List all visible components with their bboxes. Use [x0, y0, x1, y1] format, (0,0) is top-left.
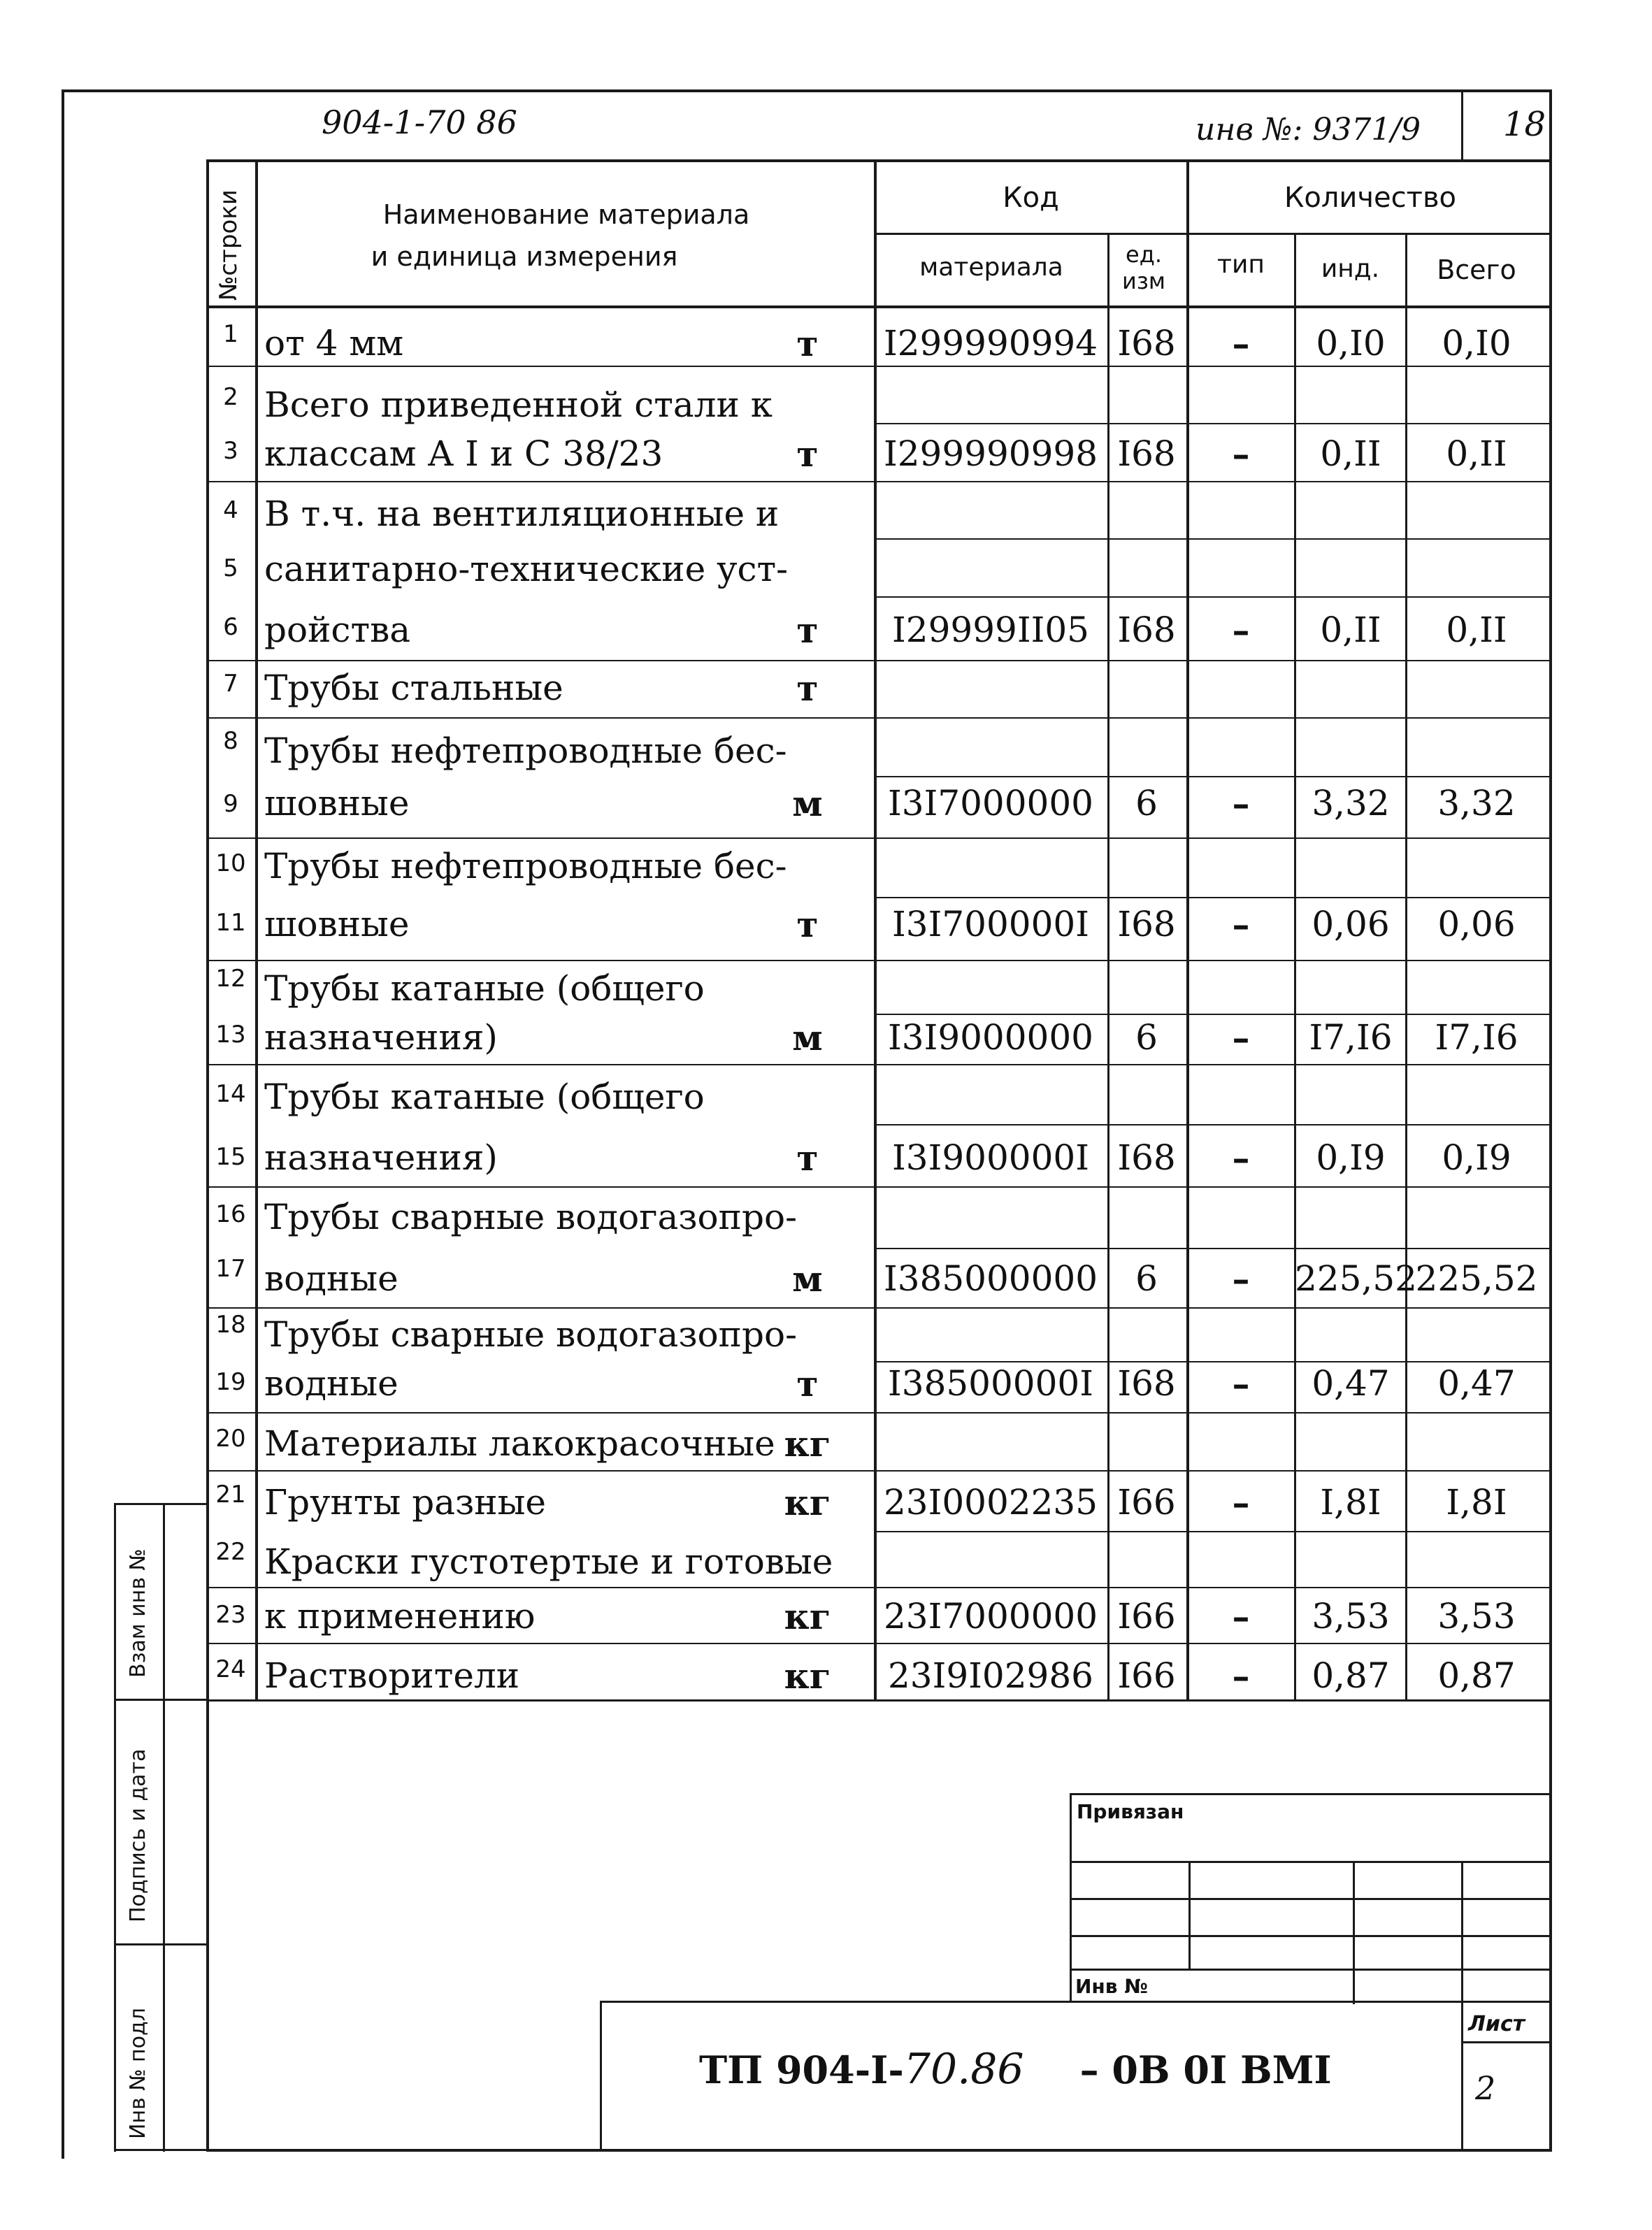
row-line	[206, 1064, 1552, 1065]
row-name: назначения)	[264, 1017, 498, 1058]
frame-top	[62, 89, 1552, 92]
row-tip: –	[1232, 610, 1250, 651]
row-unit: м	[792, 1258, 823, 1300]
row-number: 19	[215, 1368, 246, 1396]
row-name: Всего приведенной стали к	[264, 384, 773, 425]
row-total: 0,I0	[1442, 323, 1511, 364]
header-sub-divider	[874, 233, 1552, 235]
header-row-number: №строки	[215, 189, 243, 301]
row-name: Материалы лакокрасочные	[264, 1423, 775, 1464]
row-number: 18	[215, 1311, 246, 1339]
doc-code-suffix: – 0В 0I ВМI	[1079, 2048, 1332, 2092]
row-name: Грунты разные	[264, 1482, 547, 1523]
row-tip: –	[1232, 783, 1250, 824]
row-code: I3I7000000	[888, 783, 1093, 823]
row-ind: 3,53	[1312, 1596, 1390, 1636]
row-ed: I66	[1117, 1596, 1176, 1636]
row-number: 10	[215, 849, 246, 877]
row-number: 16	[215, 1200, 246, 1228]
row-number: 6	[223, 613, 238, 641]
row-number: 8	[223, 727, 238, 755]
row-code: I29999II05	[892, 610, 1089, 650]
page-number-divider	[1461, 89, 1463, 159]
row-total: 0,I9	[1442, 1137, 1511, 1178]
row-number: 21	[215, 1481, 246, 1509]
row-name: Трубы стальные	[264, 668, 563, 708]
row-unit: т	[796, 1363, 819, 1404]
row-name: Трубы катаные (общего	[264, 968, 705, 1009]
side-bottom	[114, 2149, 206, 2151]
row-total: 3,32	[1437, 783, 1516, 823]
row-name: классам А I и С 38/23	[264, 433, 663, 474]
row-line	[874, 1124, 1552, 1125]
row-ed: 6	[1135, 1258, 1158, 1299]
row-total: 0,47	[1437, 1363, 1516, 1404]
header-qty-ind: инд.	[1321, 254, 1380, 283]
row-tip: –	[1232, 1655, 1250, 1697]
row-total: 0,06	[1437, 904, 1516, 944]
stamp-vline-1	[1188, 1861, 1191, 1970]
row-code: I3I700000I	[892, 904, 1089, 944]
row-number: 12	[215, 965, 246, 993]
row-number: 20	[215, 1425, 246, 1453]
stamp-hline-2	[1070, 1898, 1552, 1900]
header-code-material: материала	[919, 253, 1063, 282]
row-total: 0,87	[1437, 1655, 1516, 1696]
row-name: назначения)	[264, 1137, 498, 1178]
row-tip: –	[1232, 1363, 1250, 1404]
row-ed: I68	[1117, 1137, 1176, 1178]
table-bottom	[206, 1699, 1552, 1702]
row-unit: т	[796, 1137, 819, 1179]
row-number: 7	[223, 670, 238, 698]
frame-bottom	[206, 2149, 1552, 2152]
row-name: Трубы нефтепроводные бес-	[264, 846, 787, 886]
row-line	[874, 776, 1552, 777]
row-ind: 0,I9	[1316, 1137, 1386, 1178]
row-name: ройства	[264, 610, 411, 650]
row-line	[206, 717, 1552, 719]
row-number: 14	[215, 1080, 246, 1108]
row-line	[874, 1248, 1552, 1249]
row-number: 22	[215, 1538, 246, 1566]
row-name: к применению	[264, 1596, 536, 1636]
header-material-name-line1: Наименование материала	[382, 199, 750, 230]
stamp-hline-3	[1070, 1935, 1552, 1937]
row-ind: 3,32	[1312, 783, 1390, 823]
row-unit: кг	[784, 1655, 831, 1697]
row-name: Трубы нефтепроводные бес-	[264, 731, 787, 771]
stamp-vline-3	[1461, 1861, 1463, 2151]
row-line	[874, 596, 1552, 598]
inventory-number: инв №: 9371/9	[1195, 112, 1421, 148]
sheet-label: Лист	[1468, 2012, 1525, 2036]
row-name: водные	[264, 1258, 398, 1299]
header-material-name-line2: и единица измерения	[371, 241, 678, 272]
row-ind: 0,87	[1312, 1655, 1390, 1696]
row-ind: 0,II	[1320, 610, 1381, 650]
row-code: 23I0002235	[883, 1482, 1098, 1523]
header-code: Код	[1003, 182, 1059, 214]
row-ind: 0,06	[1312, 904, 1390, 944]
row-line	[206, 1470, 1552, 1472]
privyazan-top	[1070, 1793, 1552, 1795]
header-quantity: Количество	[1284, 182, 1456, 214]
row-code: 23I9I02986	[888, 1655, 1093, 1696]
doc-code-hand: 70.86	[903, 2045, 1024, 2094]
row-ed: I66	[1117, 1482, 1176, 1523]
row-ed: I68	[1117, 1363, 1176, 1404]
row-unit: т	[796, 610, 819, 651]
row-unit: т	[796, 323, 819, 364]
row-name: Трубы катаные (общего	[264, 1077, 705, 1117]
row-ind: I,8I	[1320, 1482, 1381, 1523]
table-top	[206, 159, 1552, 162]
row-tip: –	[1232, 433, 1250, 475]
header-code-unit: ед. изм	[1122, 241, 1165, 294]
row-code: I3I9000000	[888, 1017, 1093, 1058]
row-tip: –	[1232, 1482, 1250, 1523]
sheet-divider	[1461, 2041, 1552, 2043]
sheet-number: 2	[1475, 2069, 1496, 2107]
row-ind: 225,52	[1295, 1258, 1417, 1299]
frame-right	[1549, 89, 1552, 2152]
stamp-hline-1	[1070, 1861, 1552, 1863]
row-tip: –	[1232, 904, 1250, 945]
side-top	[114, 1503, 206, 1505]
row-name: водные	[264, 1363, 398, 1404]
row-code: I3I900000I	[892, 1137, 1089, 1178]
row-number: 13	[215, 1021, 246, 1049]
project-code: 904-1-70 86	[322, 103, 517, 141]
row-line	[874, 423, 1552, 424]
row-line	[874, 1531, 1552, 1532]
row-ind: 0,I0	[1316, 323, 1386, 364]
row-unit: кг	[784, 1596, 831, 1637]
row-number: 1	[223, 320, 238, 348]
row-line	[206, 660, 1552, 661]
row-tip: –	[1232, 1258, 1250, 1300]
row-name: от 4 мм	[264, 323, 404, 364]
row-ed: I68	[1117, 904, 1176, 944]
row-name: шовные	[264, 904, 410, 944]
row-number: 24	[215, 1655, 246, 1683]
row-line	[874, 1014, 1552, 1015]
row-tip: –	[1232, 1017, 1250, 1058]
row-number: 3	[223, 437, 238, 465]
doc-code-prefix: ТП 904-I-	[699, 2048, 904, 2092]
row-number: 11	[215, 909, 246, 937]
row-ind: 0,47	[1312, 1363, 1390, 1404]
row-total: I7,I6	[1435, 1017, 1518, 1058]
title-top	[600, 2001, 1552, 2003]
side-label-podpis: Подпись и дата	[126, 1748, 150, 1922]
frame-left	[62, 89, 64, 2159]
stamp-hline-4	[1070, 1969, 1552, 1971]
row-name: шовные	[264, 783, 410, 823]
row-unit: кг	[784, 1423, 831, 1465]
row-ind: 0,II	[1320, 433, 1381, 474]
row-ed: 6	[1135, 1017, 1158, 1058]
row-ed: I68	[1117, 323, 1176, 364]
row-ed: I66	[1117, 1655, 1176, 1696]
row-ed: I68	[1117, 433, 1176, 474]
row-unit: т	[796, 904, 819, 945]
row-line	[206, 1307, 1552, 1309]
side-div-2	[114, 1943, 206, 1945]
row-code: I38500000I	[888, 1363, 1093, 1404]
row-number: 4	[223, 496, 238, 524]
row-line	[206, 1643, 1552, 1644]
row-unit: т	[796, 433, 819, 475]
side-label-inv-podl: Инв № подл	[126, 2008, 150, 2139]
row-line	[206, 1412, 1552, 1413]
row-name: В т.ч. на вентиляционные и	[264, 494, 780, 534]
header-qty-total: Всего	[1437, 254, 1516, 285]
row-tip: –	[1232, 323, 1250, 364]
row-unit: кг	[784, 1482, 831, 1523]
header-bottom	[206, 305, 1552, 308]
title-left	[600, 2001, 602, 2151]
side-div-1	[114, 1699, 206, 1701]
inv-no-label: Инв №	[1075, 1975, 1148, 1998]
side-col-right	[163, 1503, 165, 2152]
row-line	[206, 481, 1552, 482]
side-col-left	[114, 1503, 116, 2152]
side-label-vzam: Взам инв №	[126, 1548, 150, 1678]
row-line	[874, 897, 1552, 898]
row-code: 23I7000000	[883, 1596, 1098, 1636]
row-ed: 6	[1135, 783, 1158, 823]
row-code: I385000000	[883, 1258, 1098, 1299]
row-total: 3,53	[1437, 1596, 1516, 1636]
row-tip: –	[1232, 1137, 1250, 1179]
row-total: 0,II	[1446, 610, 1507, 650]
row-unit: м	[792, 1017, 823, 1058]
row-code: I299990998	[883, 433, 1098, 474]
row-ind: I7,I6	[1309, 1017, 1393, 1058]
row-unit: т	[796, 668, 819, 709]
row-code: I299990994	[883, 323, 1098, 364]
row-total: 225,52	[1415, 1258, 1538, 1299]
row-line	[206, 960, 1552, 961]
row-name: санитарно-технические уст-	[264, 549, 789, 589]
row-number: 5	[223, 554, 238, 582]
row-name: Трубы сварные водогазопро-	[264, 1314, 797, 1355]
stamp-vline-2	[1353, 1861, 1355, 2004]
row-tip: –	[1232, 1596, 1250, 1637]
document-code	[699, 2045, 1332, 2094]
row-number: 2	[223, 383, 238, 411]
row-number: 15	[215, 1143, 246, 1171]
row-line	[874, 538, 1552, 540]
header-qty-type: тип	[1217, 250, 1265, 279]
row-line	[206, 837, 1552, 839]
row-line	[206, 366, 1552, 367]
row-line	[874, 1361, 1552, 1362]
page-number: 18	[1503, 105, 1546, 144]
row-number: 9	[223, 790, 238, 818]
privyazan-label: Привязан	[1077, 1800, 1184, 1823]
row-line	[206, 1587, 1552, 1588]
row-name: Растворители	[264, 1655, 520, 1696]
row-unit: м	[792, 783, 823, 824]
table-left	[206, 159, 209, 2152]
row-ed: I68	[1117, 610, 1176, 650]
row-name: Трубы сварные водогазопро-	[264, 1197, 797, 1237]
row-number: 23	[215, 1601, 246, 1629]
row-total: 0,II	[1446, 433, 1507, 474]
row-name: Краски густотертые и готовые	[264, 1541, 833, 1582]
row-line	[206, 1186, 1552, 1188]
row-number: 17	[215, 1255, 246, 1283]
row-total: I,8I	[1446, 1482, 1507, 1523]
